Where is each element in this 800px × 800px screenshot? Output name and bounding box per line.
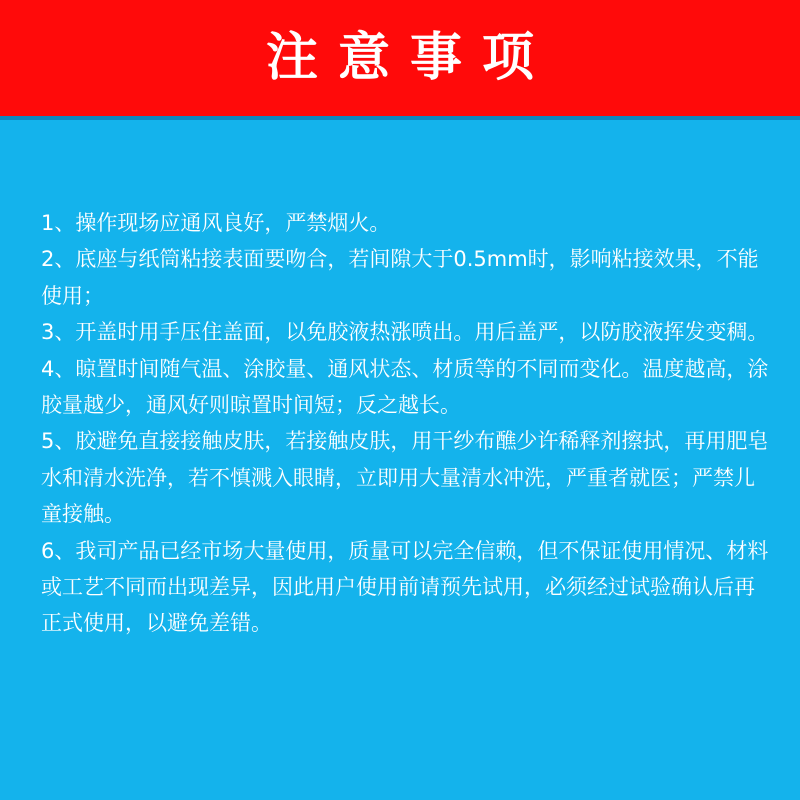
note-item-3: 3、开盖时用手压住盖面，以免胶液热涨喷出。用后盖严，以防胶液挥发变稠。 bbox=[41, 320, 769, 345]
note-item-1: 1、操作现场应通风良好，严禁烟火。 bbox=[41, 211, 391, 235]
page-title: 注意事项 bbox=[265, 28, 554, 88]
note-item-6: 6、我司产品已经市场大量使用，质量可以完全信赖，但不保证使用情况、材料或工艺不同而出现差异，因此用户使用前请预先试用，必须经过试验确认后再正式使用，以避免差错。 bbox=[41, 538, 769, 636]
notes-list bbox=[41, 205, 771, 642]
note-item-2: 2、底座与纸筒粘接表面要吻合，若间隙大于0.5mm时，影响粘接效果，不能使用； bbox=[41, 247, 759, 308]
header-banner bbox=[0, 0, 800, 116]
note-item-4: 4、晾置时间随气温、涂胶量、通风状态、材质等的不同而变化。温度越高，涂胶量越少，通风好则晾置时间短；反之越长。 bbox=[41, 356, 769, 418]
header-divider bbox=[0, 116, 800, 120]
note-item-5: 5、胶避免直接接触皮肤，若接触皮肤，用干纱布醮少许稀释剂擦拭，再用肥皂水和清水洗净，若不慎溅入眼睛，立即用大量清水冲洗，严重者就医；严禁儿童接触。 bbox=[41, 429, 769, 527]
